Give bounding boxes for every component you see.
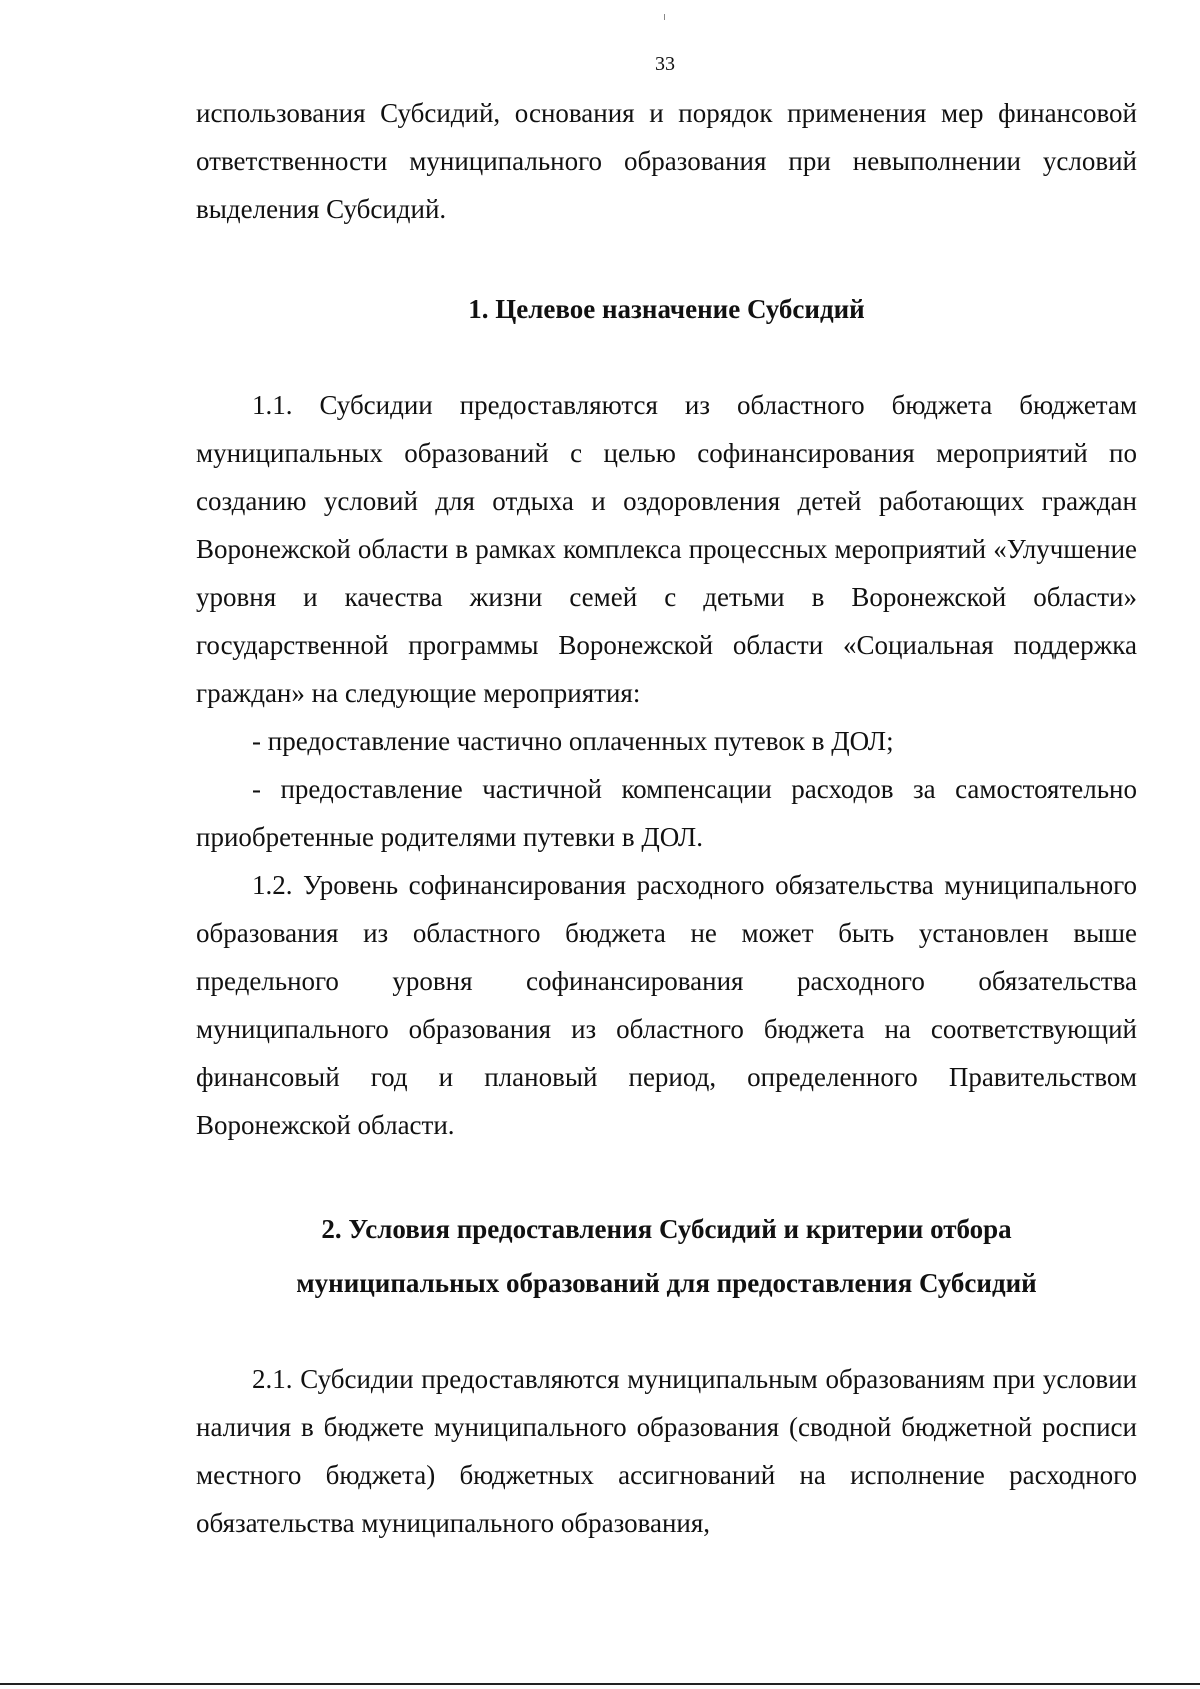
list-item-compensation: - предоставление частичной компенсации расходов за самостоятельно приобретенные родителями путевки в ДОЛ. (196, 774, 1137, 852)
section-2-body (196, 1355, 1137, 1547)
paragraph-1-1: 1.1. Субсидии предоставляются из областного бюджета бюджетам муниципальных образований с целью софинансирования мероприятий по созданию условий для отдыха и оздоровления детей работающих граждан Воронежской области в рамках комплекса процессных мероприятий «Улучшение уровня и качества жизни семей с детьми в Воронежской области» государственной программы Воронежской области «Социальная поддержка граждан» на следующие мероприятия: (196, 390, 1137, 708)
section-1-body (196, 381, 1137, 1149)
intro-block (196, 89, 1137, 233)
paragraph-2-1: 2.1. Субсидии предоставляются муниципальным образованиям при условии наличия в бюджете муниципального образования (сводной бюджетной росписи местного бюджета) бюджетных ассигнований на исполнение расходного обязательства муниципального образования, (196, 1364, 1137, 1538)
list-item-vouchers: - предоставление частично оплаченных путевок в ДОЛ; (252, 726, 894, 756)
bottom-rule (0, 1683, 1200, 1685)
paragraph-1-2: 1.2. Уровень софинансирования расходного обязательства муниципального образования из областного бюджета не может быть установлен выше предельного уровня софинансирования расходного обязательства муниципального образования из областного бюджета на соответствующий финансовый год и плановый период, определенного Правительством Воронежской области. (196, 870, 1137, 1140)
page-number: 33 (655, 53, 675, 75)
intro-paragraph: использования Субсидий, основания и порядок применения мер финансовой ответственности муниципального образования при невыполнении условий выделения Субсидий. (196, 98, 1137, 224)
section-2-heading-line-1: 2. Условия предоставления Субсидий и критерии отбора (321, 1214, 1012, 1244)
section-2-heading-line-2: муниципальных образований для предоставления Субсидий (296, 1268, 1037, 1298)
scan-mark (664, 14, 665, 20)
section-1-heading: 1. Целевое назначение Субсидий (468, 294, 865, 324)
